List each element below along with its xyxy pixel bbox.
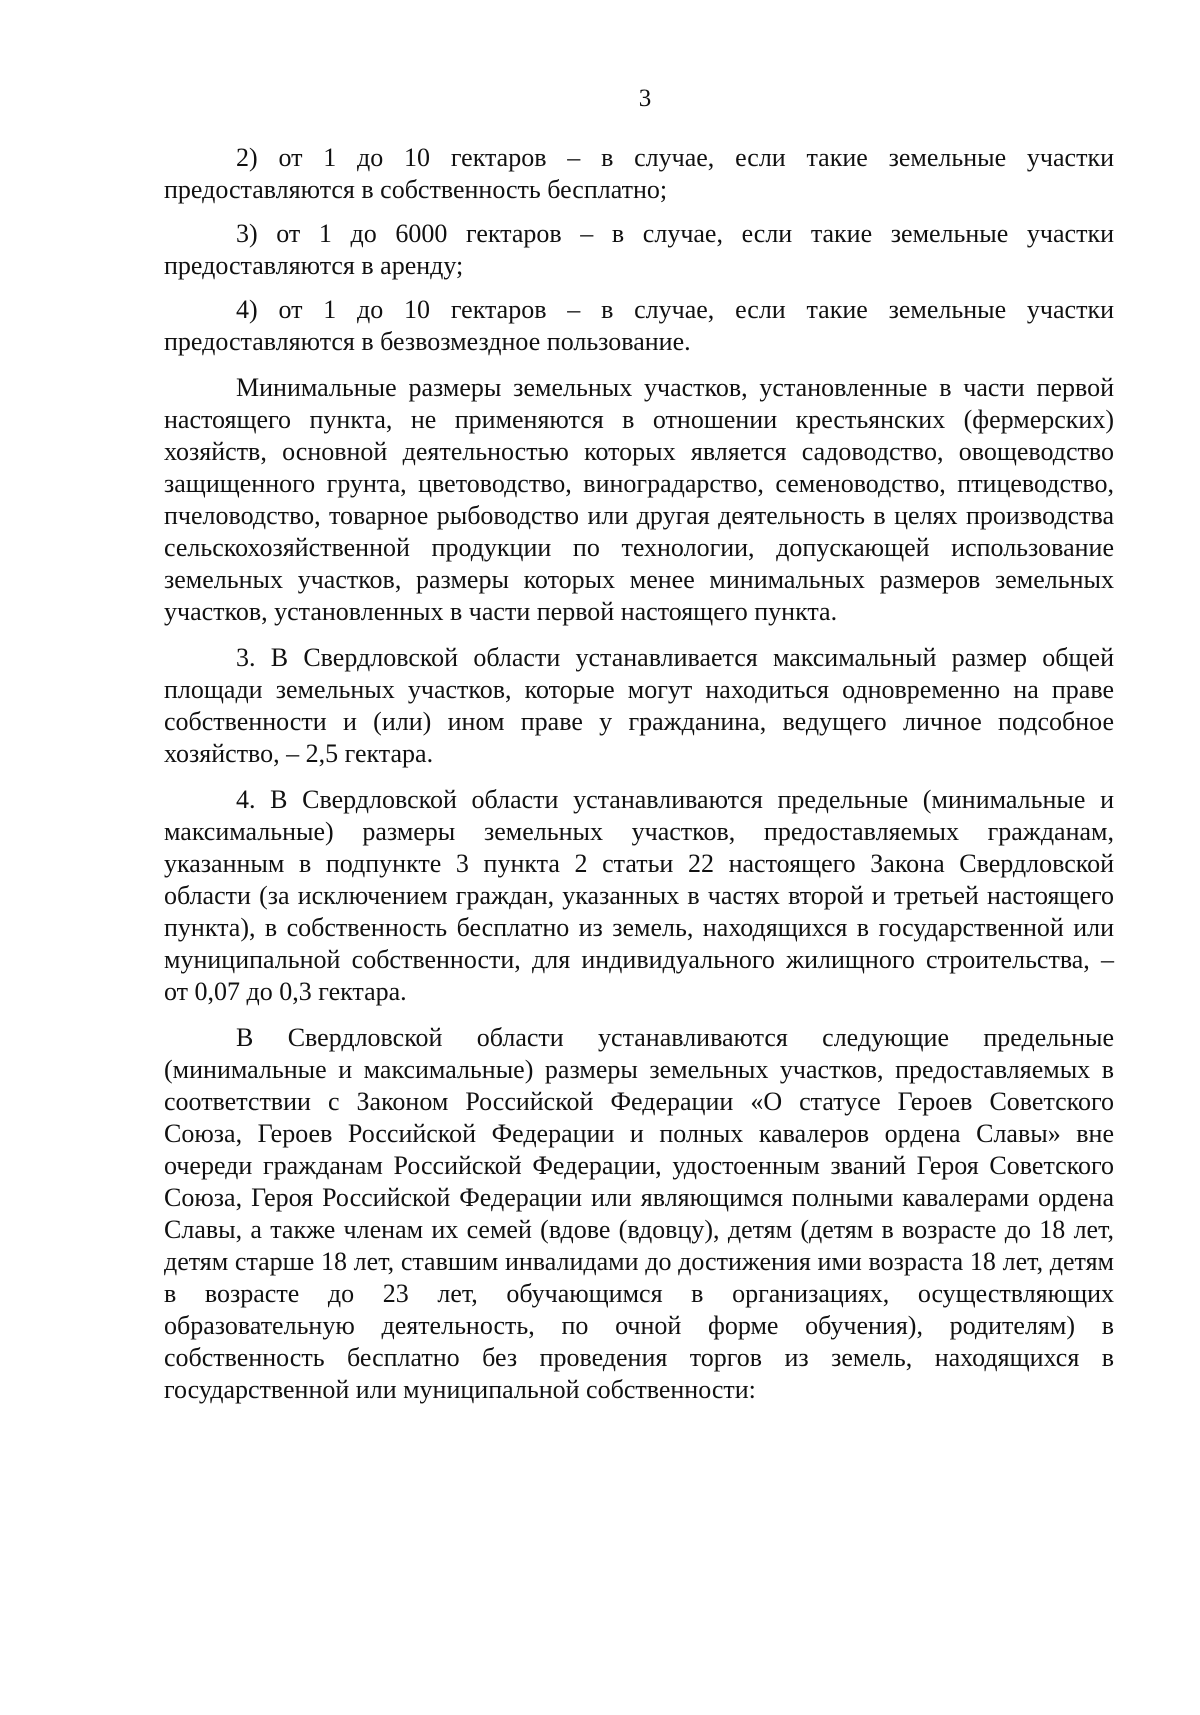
page-number: 3 bbox=[638, 85, 652, 112]
paragraph-section-3: 3. В Свердловской области устанавливается максимальный размер общей площади земельных участков, которые могут находиться одновременно на праве собственности и (или) ином праве у гражданина, ведущего личное подсобное хозяйство, – 2,5 гектара. bbox=[164, 643, 1114, 768]
paragraph-item-2: 2) от 1 до 10 гектаров – в случае, если такие земельные участки предоставляются в собственность бесплатно; bbox=[164, 143, 1114, 204]
paragraph-item-3: 3) от 1 до 6000 гектаров – в случае, если такие земельные участки предоставляются в аренду; bbox=[164, 219, 1114, 280]
paragraph-section-4: 4. В Свердловской области устанавливаются предельные (минимальные и максимальные) размеры земельных участков, предоставляемых гражданам, указанным в подпункте 3 пункта 2 статьи 22 настоящего Закона Свердловской области (за исключением граждан, указанных в частях второй и третьей настоящего пункта), в собственность бесплатно из земель, находящихся в государственной или муниципальной собственности, для индивидуального жилищного строительства, – от 0,07 до 0,3 гектара. bbox=[164, 785, 1114, 1006]
paragraph-heroes-land-sizes: В Свердловской области устанавливаются следующие предельные (минимальные и максимальные) размеры земельных участков, предоставляемых в соответствии с Законом Российской Федерации «О статусе Героев Советского Союза, Героев Российской Федерации и полных кавалеров ордена Славы» вне очереди гражданам Российской Федерации, удостоенным званий Героя Советского Союза, Героя Российской Федерации или являющимся полными кавалерами ордена Славы, а также членам их семей (вдове (вдовцу), детям (детям в возрасте до 18 лет, детям старше 18 лет, ставшим инвалидами до достижения ими возраста 18 лет, детям в возрасте до 23 лет, обучающимся в организациях, осуществляющих образовательную деятельность, по очной форме обучения), родителям) в собственность бесплатно без проведения торгов из земель, находящихся в государственной или муниципальной собственности: bbox=[164, 1023, 1114, 1404]
document-body bbox=[164, 142, 1114, 1418]
paragraph-minimal-sizes-exception: Минимальные размеры земельных участков, установленные в части первой настоящего пункта, не применяются в отношении крестьянских (фермерских) хозяйств, основной деятельностью которых является садоводство, овощеводство защищенного грунта, цветоводство, виноградарство, семеноводство, птицеводство, пчеловодство, товарное рыбоводство или другая деятельность в целях производства сельскохозяйственной продукции по технологии, допускающей использование земельных участков, размеры которых менее минимальных размеров земельных участков, установленных в части первой настоящего пункта. bbox=[164, 373, 1114, 626]
paragraph-item-4: 4) от 1 до 10 гектаров – в случае, если такие земельные участки предоставляются в безвозмездное пользование. bbox=[164, 295, 1114, 356]
